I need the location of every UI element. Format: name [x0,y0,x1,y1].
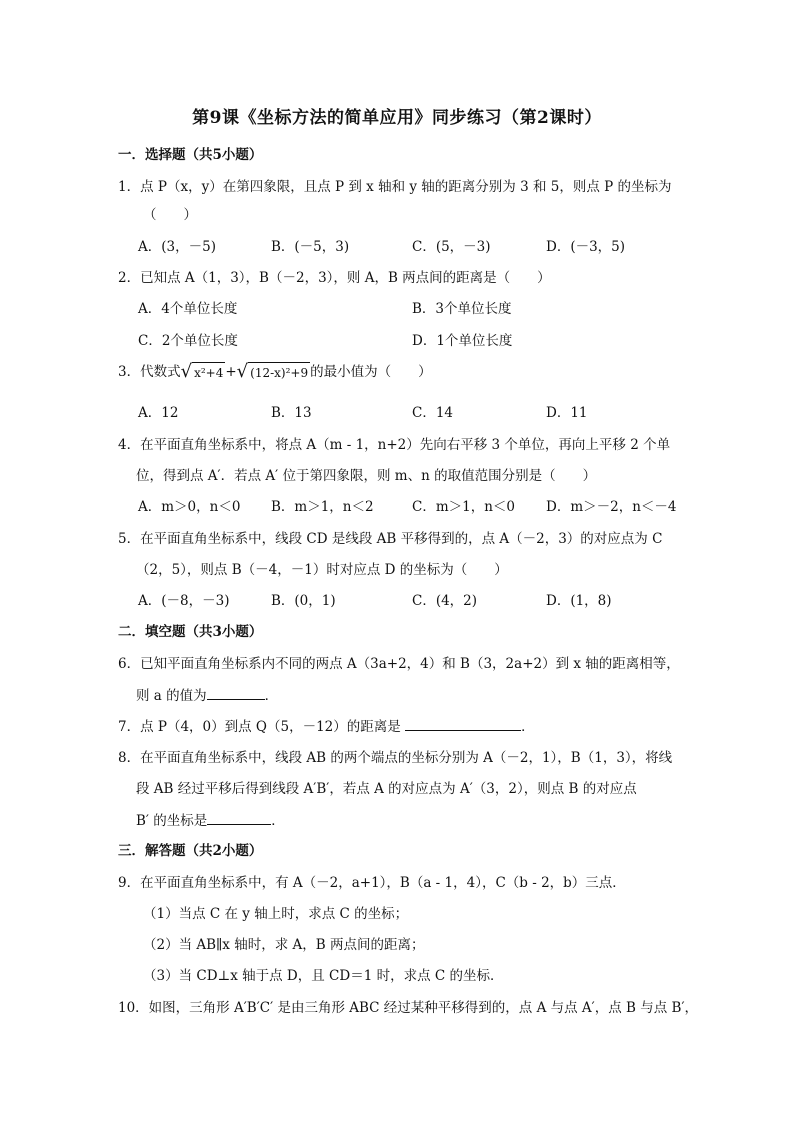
plus-sign: + [225,364,237,380]
answer-blank-7[interactable] [405,716,521,731]
question-1-line-2: （ ） [143,207,197,223]
question-5-option-b: B．(0，1) [271,593,336,609]
question-6-line-2-text: 则 a 的值为 [136,688,207,704]
sqrt-expression-1: √ x²+4 [180,361,224,382]
question-5-option-d: D．(1，8) [546,593,612,609]
question-4-option-c: C．m＞1，n＜0 [412,499,516,515]
answer-blank-6[interactable] [207,685,265,700]
question-8-line-3-text: B′ 的坐标是 [136,813,208,829]
question-1-option-b: B．(－5，3) [271,239,350,255]
question-1-option-d: D．(－3，5) [546,239,626,255]
question-8-line-3 [136,810,285,831]
question-6-line-1: 6．已知平面直角坐标系内不同的两点 A（3a+2，4）和 B（3，2a+2）到 x 轴的距离相等， [118,656,680,672]
question-1-line-1: 1．点 P（x，y）在第四象限，且点 P 到 x 轴和 y 轴的距离分别为 3 和 5，则点 P 的坐标为 [118,179,672,195]
question-5-line-1: 5．在平面直角坐标系中，线段 CD 是线段 AB 平移得到的，点 A（－2，3）的对应点为 C [118,531,663,547]
question-5-line-2: （2，5），则点 B（－4，－1）时对应点 D 的坐标为（ ） [136,562,508,578]
answer-blank-8[interactable] [207,810,271,825]
question-8-period: ． [271,813,285,829]
question-7-text: 7．点 P（4，0）到点 Q（5，－12）的距离是 [118,719,401,735]
question-9-sub-2: （2）当 AB∥x 轴时，求 A，B 两点间的距离； [143,937,425,953]
question-6-line-2 [136,685,278,706]
question-4-option-d: D．m＞－2，n＜－4 [546,499,677,515]
question-9-line-1: 9．在平面直角坐标系中，有 A（－2，a+1），B（a - 1，4），C（b - 2，b）三点． [118,875,626,891]
question-3-prefix: 3．代数式 [118,364,181,380]
question-5-option-a: A．(－8，－3) [138,593,230,609]
question-6-period: ． [264,688,279,704]
question-3-option-c: C．14 [412,405,454,421]
radicand-2: (12-x)²+9 [248,362,310,383]
section-heading-fill: 二．填空题（共3小题） [118,624,263,640]
question-4-option-b: B．m＞1，n＜2 [271,499,374,515]
question-2-line-1: 2．已知点 A（1，3），B（－2，3），则 A，B 两点间的距离是（ ） [118,270,551,286]
question-3-line-1 [118,362,432,383]
question-7-period: ． [521,719,535,735]
question-8-line-2: 段 AB 经过平移后得到线段 A′B′，若点 A 的对应点为 A′（3，2），则点 B 的对应点 [136,781,637,797]
page-title: 第9课《坐标方法的简单应用》同步练习（第2课时） [192,108,602,128]
question-3-suffix: 的最小值为（ ） [310,364,432,380]
question-2-option-b: B．3个单位长度 [412,301,512,317]
sqrt-expression-2: √ (12-x)²+9 [236,361,309,382]
question-2-option-a: A．4个单位长度 [138,301,238,317]
radicand-1: x²+4 [192,362,225,383]
question-2-option-d: D．1个单位长度 [412,333,513,349]
question-8-line-1: 8．在平面直角坐标系中，线段 AB 的两个端点的坐标分别为 A（－2，1），B（1，3），将线 [118,750,673,766]
question-9-sub-3: （3）当 CD⊥x 轴于点 D，且 CD＝1 时，求点 C 的坐标． [143,968,504,984]
question-1-option-c: C．(5，－3) [412,239,491,255]
question-3-option-b: B．13 [271,405,312,421]
question-4-line-2: 位，得到点 A′．若点 A′ 位于第四象限，则 m、n 的取值范围分别是（ ） [136,468,597,484]
question-4-line-1: 4．在平面直角坐标系中，将点 A（m - 1，n+2）先向右平移 3 个单位，再向上平移 2 个单 [118,437,671,453]
question-1-option-a: A．(3，－5) [138,239,216,255]
question-2-option-c: C．2个单位长度 [138,333,238,349]
section-heading-choice: 一．选择题（共5小题） [118,147,263,163]
question-9-sub-1: （1）当点 C 在 y 轴上时，求点 C 的坐标； [143,906,409,922]
question-3-option-d: D．11 [546,405,588,421]
question-10-line-1: 10．如图，三角形 A′B′C′ 是由三角形 ABC 经过某种平移得到的，点 A 与点 A′，点 B 与点 B′， [118,1000,699,1016]
section-heading-answer: 三．解答题（共2小题） [118,843,263,859]
question-5-option-c: C．(4，2) [412,593,478,609]
question-4-option-a: A．m＞0，n＜0 [138,499,241,515]
question-3-option-a: A．12 [138,405,179,421]
question-7-line [118,716,535,737]
